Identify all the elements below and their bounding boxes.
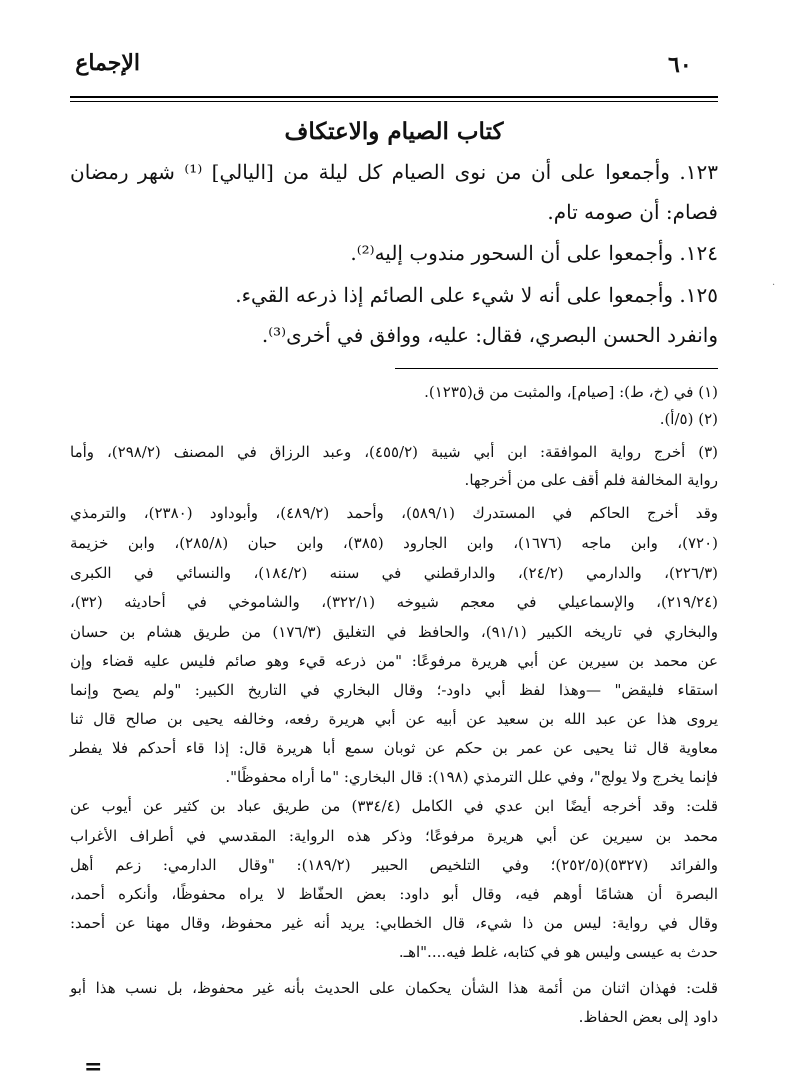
footnote-line: وقال في رواية: ليس من ذا شيء، قال الخطابي: يريد أنه غير محفوظ، وقال مهنا عن أحمد: — [70, 914, 718, 932]
footnote-line: قلت: وقد أخرجه أيضًا ابن عدي في الكامل (٣٣٤/٤) من طريق عباد بن كثير عن أيوب عن — [70, 797, 719, 815]
end-mark: = — [84, 1054, 103, 1080]
footnote-line: فإنما يخرج ولا يولج"، وفي علل الترمذي (١٩٨): قال البخاري: "ما أراه محفوظًا". — [225, 768, 718, 786]
footnote-line: (٧٢٠)، وابن ماجه (١٦٧٦)، وابن الجارود (٣٨٥)، وابن حبان (٢٨٥/٨)، وابن خزيمة — [70, 534, 718, 552]
footnote-line: وقد أخرج الحاكم في المستدرك (٥٨٩/١)، وأحمد (٤٨٩/٢)، وأبوداود (٢٣٨٠)، والترمذي — [70, 504, 719, 522]
main-line: فصام: أن صومه تام. — [547, 200, 718, 224]
footnote-line: (٣) أخرج رواية الموافقة: ابن أبي شيبة (٤٥٥/٢)، وعبد الرزاق في المصنف (٢٩٨/٢)، وأما — [70, 443, 718, 461]
footnote-line: استقاء فليقض" —وهذا لفظ أبي داود-؛ وقال البخاري في التاريخ الكبير: "ولم يصح وإنما — [70, 681, 718, 699]
main-line: ١٢٤. وأجمعوا على أن السحور مندوب إليه⁽²⁾. — [350, 241, 718, 265]
footnote-line: (١) في (خ، ط): [صيام]، والمثبت من ق(١٢٣٥). — [424, 383, 718, 401]
chapter-title: كتاب الصيام والاعتكاف — [284, 118, 504, 145]
footnote-line: يروى هذا عن عبد الله بن سعيد عن أبيه عن أبي هريرة رفعه، وخالفه يحيى بن صالح قال ثنا — [70, 710, 718, 728]
footnote-line: (٢٢٦/٣)، والدارمي (٢٤/٢)، والدارقطني في سننه (١٨٤/٢)، والنسائي في الكبرى — [70, 564, 718, 582]
footnote-line: عن محمد بن سيرين عن أبي هريرة مرفوعًا: "من ذرعه قيء وهو صائم فليس عليه قضاء وإن — [70, 652, 718, 670]
page-number: ٦٠ — [668, 52, 692, 78]
scan-speck: · — [772, 280, 776, 291]
header-rule-thick — [70, 96, 718, 98]
header-rule-thin — [70, 101, 718, 102]
footnote-line: محمد بن سيرين عن أبي هريرة مرفوعًا؛ وذكر هذه الرواية: المقدسي في أطراف الأغراب — [70, 827, 718, 845]
footnote-line: داود إلى بعض الحفاظ. — [578, 1008, 718, 1026]
footnote-line: (٢١٩/٢٤)، والإسماعيلي في معجم شيوخه (٣٢٢/١)، والشاموخي في أحاديثه (٣٢)، — [70, 593, 719, 611]
running-header-title: الإجماع — [75, 50, 140, 76]
footnote-line: والبخاري في تاريخه الكبير (٩١/١)، والحافظ في التغليق (١٧٦/٣) من طريق هشام بن حسان — [70, 623, 719, 641]
main-line: ١٢٣. وأجمعوا على أن من نوى الصيام كل ليلة من [اليالي] ⁽¹⁾ شهر رمضان — [70, 160, 718, 184]
main-line: ١٢٥. وأجمعوا على أنه لا شيء على الصائم إذا ذرعه القيء. — [235, 283, 718, 307]
footnote-line: معاوية قال ثنا يحيى عن عمر بن حكم عن ثوبان سمع أبا هريرة قال: إذا قاء أحدكم فلا يفطر — [70, 739, 718, 757]
footnote-line: البصرة أن هشامًا أوهم فيه، وقال أبو داود: بعض الحفّاظ لا يراه محفوظًا، وأنكره أحمد، — [70, 885, 718, 903]
footnote-line: قلت: فهذان اثنان من أئمة هذا الشأن يحكمان على الحديث بأنه غير محفوظ، بل نسب هذا أبو — [70, 979, 718, 997]
footnote-separator — [395, 368, 718, 369]
footnote-line: (٢) (٥/أ). — [659, 410, 718, 428]
main-line: وانفرد الحسن البصري، فقال: عليه، ووافق في أخرى⁽³⁾. — [261, 323, 718, 347]
footnote-line: والفرائد (٥٣٢٧)(٢٥٢/٥)؛ وفي التلخيص الحبير (١٨٩/٢): "وقال الدارمي: زعم أهل — [70, 856, 718, 874]
footnote-line: رواية المخالفة فلم أقف على من أخرجها. — [464, 471, 718, 489]
footnote-line: حدث به عيسى وليس هو في كتابه، غلط فيه...."اهـ. — [398, 943, 718, 961]
